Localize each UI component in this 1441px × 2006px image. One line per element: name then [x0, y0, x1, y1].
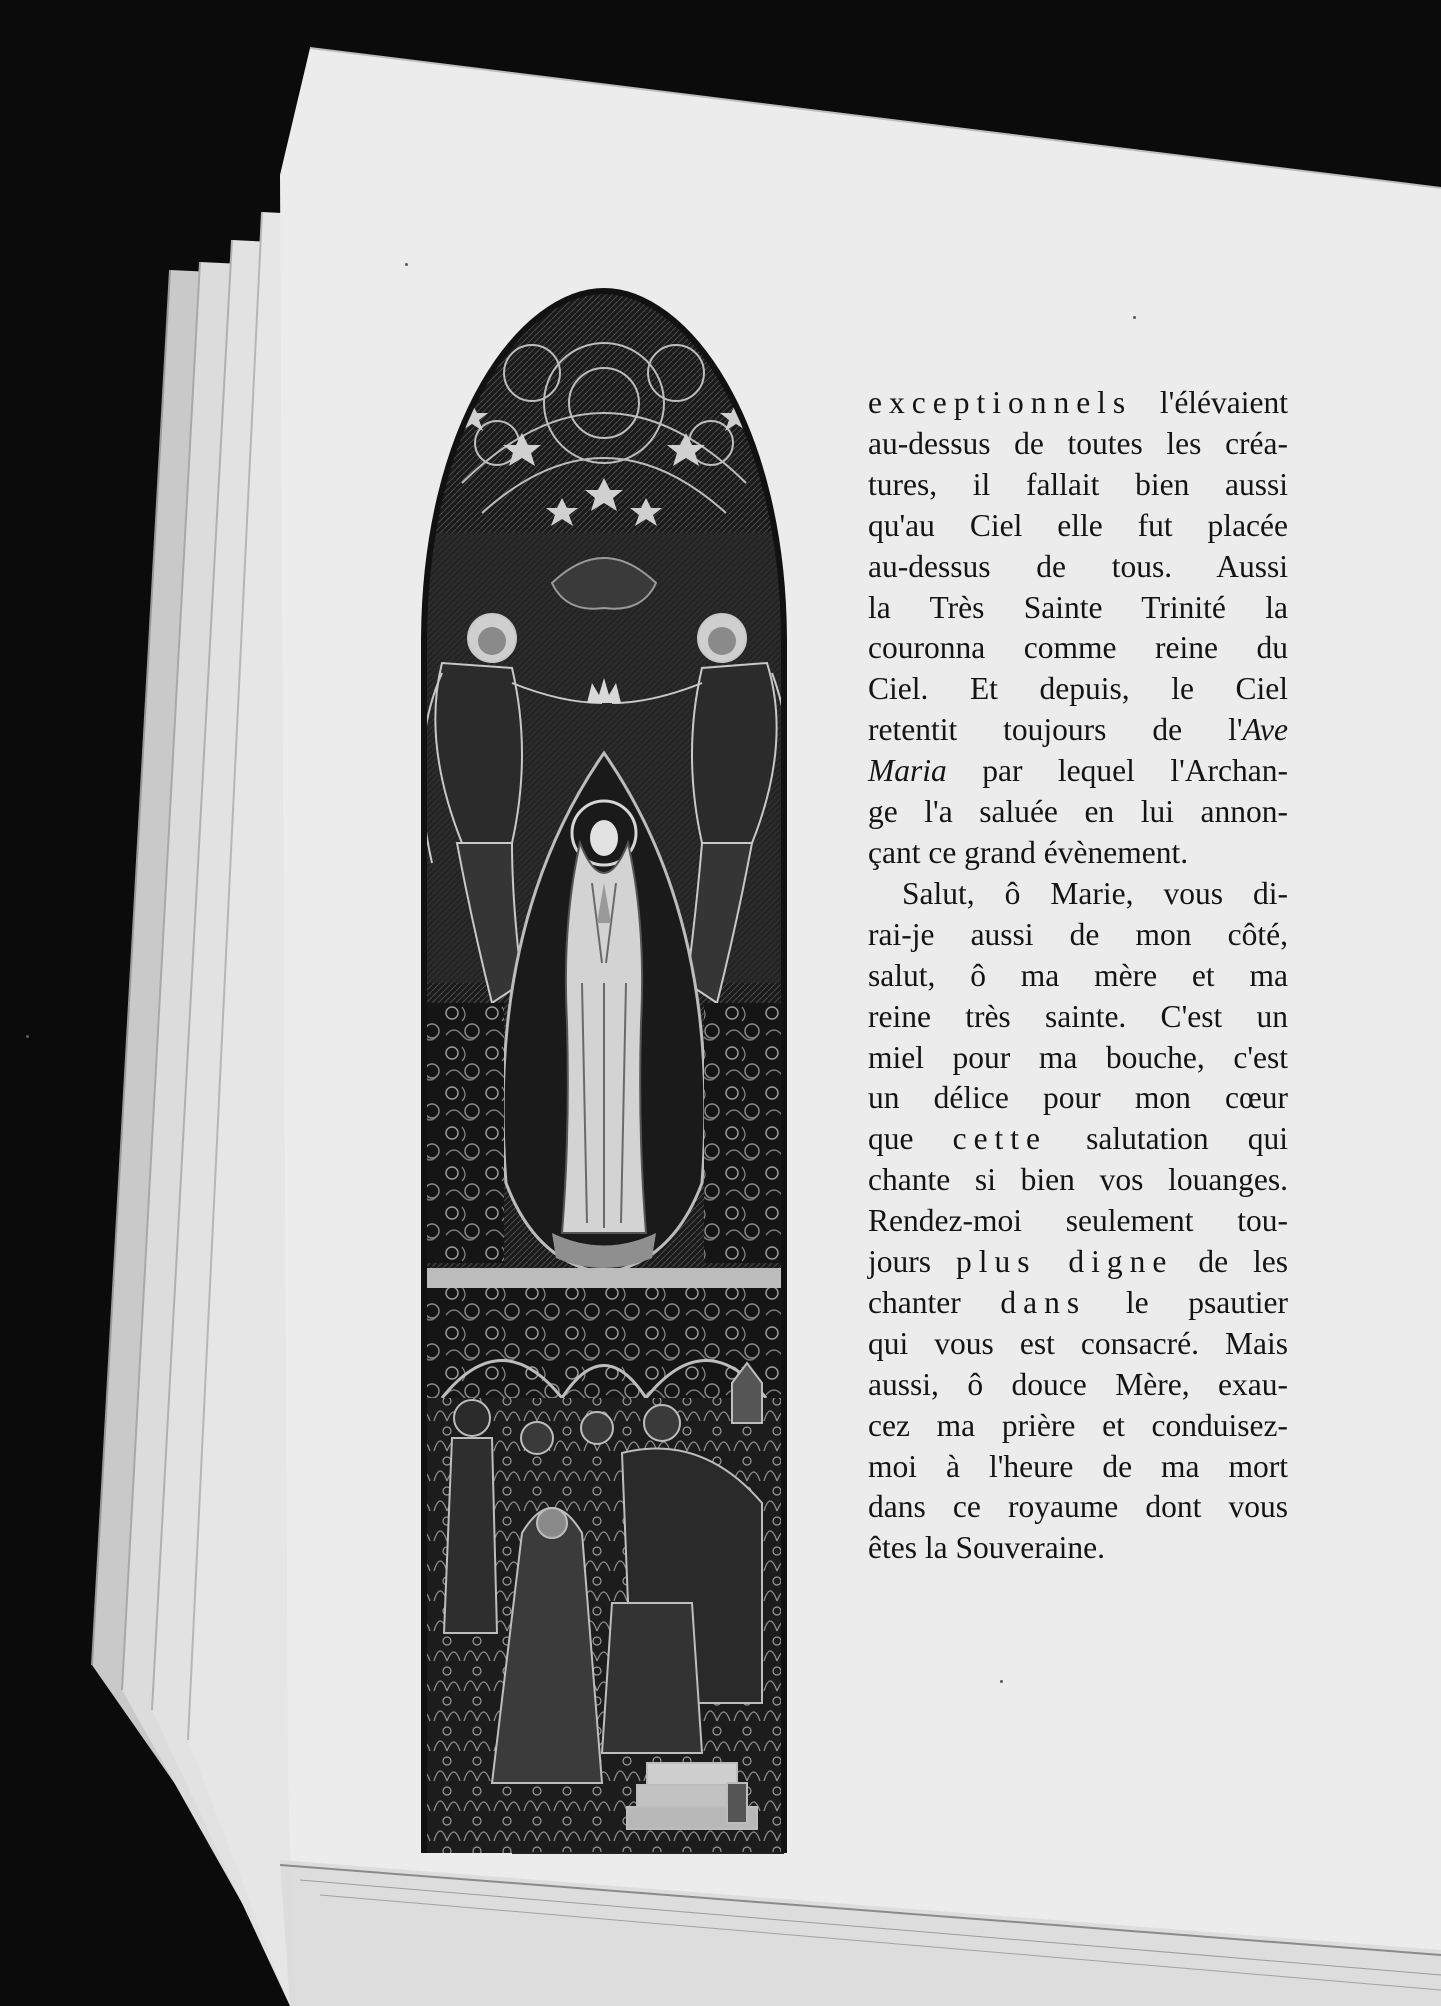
dust-speck	[1000, 1680, 1003, 1683]
text-segment: Ave	[1242, 712, 1288, 748]
text-segment: salutation qui	[1047, 1121, 1288, 1157]
text-segment: qu'au Ciel elle fut placée	[868, 507, 1288, 543]
text-line	[868, 792, 1288, 833]
dust-speck	[405, 263, 408, 266]
text-segment: Salut, ô Marie, vous di-	[902, 875, 1288, 911]
text-segment: cez ma prière et conduisez-	[868, 1407, 1288, 1443]
text-segment: Maria	[868, 753, 947, 789]
text-line	[868, 1242, 1288, 1283]
text-segment: la Très Sainte Trinité la	[868, 589, 1288, 625]
text-line	[868, 547, 1288, 588]
text-line	[868, 1528, 1288, 1569]
text-segment: reine très sainte. C'est un	[868, 998, 1288, 1034]
text-line	[868, 1406, 1288, 1447]
text-segment: l'élévaient	[1132, 385, 1288, 420]
text-segment: qui vous est consacré. Mais	[868, 1325, 1288, 1361]
text-segment: aussi, ô douce Mère, exau-	[868, 1366, 1288, 1402]
text-line	[868, 751, 1288, 792]
text-line	[868, 628, 1288, 669]
text-segment: au-dessus de tous. Aussi	[868, 548, 1288, 584]
text-segment: chante si bien vos louanges.	[868, 1162, 1288, 1198]
text-line	[868, 1324, 1288, 1365]
paragraph	[868, 874, 1288, 1569]
text-line	[868, 506, 1288, 547]
text-line	[868, 833, 1288, 874]
text-segment: miel pour ma bouche, c'est	[868, 1039, 1288, 1075]
text-segment: Rendez-moi seulement tou-	[868, 1203, 1288, 1239]
text-line	[868, 1160, 1288, 1201]
text-segment: salut, ô ma mère et ma	[868, 957, 1288, 993]
text-line	[868, 669, 1288, 710]
text-line	[868, 465, 1288, 506]
text-segment: par lequel l'Archan-	[946, 753, 1288, 789]
text-segment: ge l'a saluée en lui annon-	[868, 794, 1288, 830]
text-segment: dans	[1000, 1284, 1087, 1320]
text-line	[868, 424, 1288, 465]
text-line	[868, 1447, 1288, 1488]
text-segment: çant ce grand évènement.	[868, 834, 1189, 870]
paragraph	[868, 383, 1288, 874]
text-line	[868, 956, 1288, 997]
text-segment: cette	[952, 1121, 1048, 1157]
text-segment: un délice pour mon cœur	[868, 1080, 1288, 1116]
text-segment: exceptionnels	[868, 385, 1133, 420]
text-segment: de les	[1173, 1244, 1288, 1280]
text-segment: rai-je aussi de mon côté,	[868, 916, 1288, 952]
text-line	[868, 588, 1288, 629]
text-line	[868, 997, 1288, 1038]
text-line	[868, 1487, 1288, 1528]
text-segment: retentit toujours de l'	[868, 712, 1243, 748]
text-segment: plus digne	[955, 1244, 1174, 1280]
text-segment: au-dessus de toutes les créa-	[868, 425, 1288, 461]
body-text	[868, 383, 1288, 1569]
text-line	[868, 1078, 1288, 1119]
stained-glass-window-illustration	[402, 283, 807, 1855]
text-line	[868, 1119, 1288, 1160]
dust-speck	[1133, 316, 1136, 319]
text-segment: chanter	[868, 1284, 1001, 1320]
text-segment: couronna comme reine du	[868, 630, 1288, 666]
text-line	[868, 710, 1288, 751]
text-segment: que	[868, 1121, 953, 1157]
text-segment: tures, il fallait bien aussi	[868, 466, 1288, 502]
text-segment: moi à l'heure de ma mort	[868, 1448, 1288, 1484]
text-segment: le psautier	[1086, 1284, 1288, 1320]
text-line	[868, 1201, 1288, 1242]
text-line	[868, 1038, 1288, 1079]
text-line	[868, 1283, 1288, 1324]
text-segment: Ciel. Et depuis, le Ciel	[868, 671, 1288, 707]
text-segment: dans ce royaume dont vous	[868, 1489, 1288, 1525]
text-line	[868, 874, 1288, 915]
text-segment: jours	[868, 1244, 956, 1280]
dust-speck	[26, 1035, 29, 1038]
text-segment: êtes la Souveraine.	[868, 1530, 1106, 1566]
text-line	[868, 383, 1288, 424]
text-line	[868, 1365, 1288, 1406]
text-line	[868, 915, 1288, 956]
